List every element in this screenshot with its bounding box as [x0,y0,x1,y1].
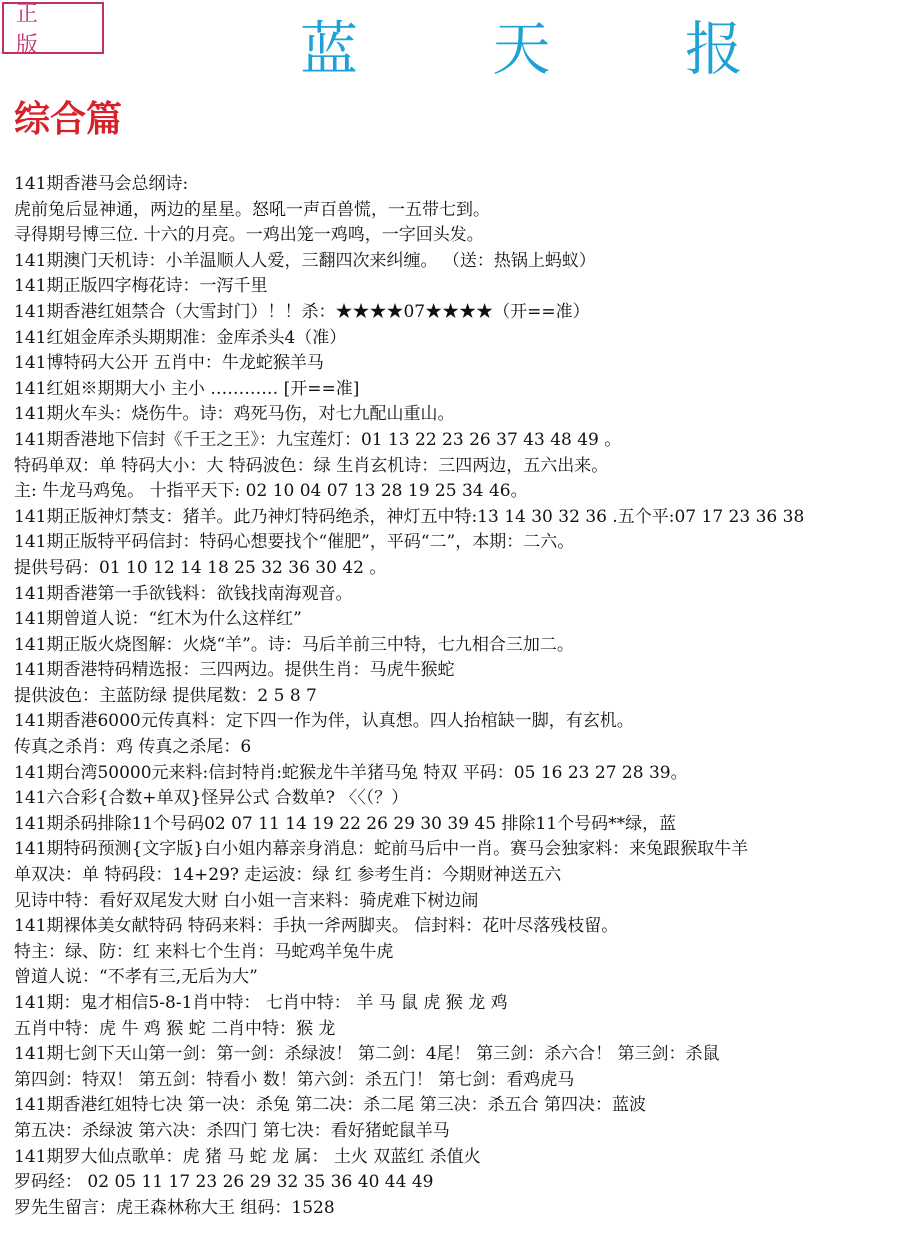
edition-badge: 正 版 [2,2,104,54]
text-line: 第五决：杀绿波 第六决：杀四门 第七决：看好猪蛇鼠羊马 [14,1120,450,1141]
text-line: 特主：绿、防：红 来料七个生肖：马蛇鸡羊兔牛虎 [14,941,394,962]
text-line: 141期香港第一手欲钱料：欲钱找南海观音。 [14,583,353,604]
text-line: 141期曾道人说：“红木为什么这样红” [14,609,302,630]
content-body [14,172,898,1221]
text-line: 提供波色：主蓝防绿 提供尾数：2 5 8 7 [14,685,317,706]
text-line: 单双决：单 特码段：14+29? 走运波：绿 红 参考生肖：今期财神送五六 [14,865,562,886]
text-line: 141期香港地下信封《千王之王》：九宝莲灯：01 13 22 23 26 37 43 48 49 。 [14,429,622,450]
text-line: 141期香港马会总纲诗: [14,174,189,194]
text-line: 罗码经： 02 05 11 17 23 26 29 32 35 36 40 44 49 [14,1172,434,1193]
text-line: 141期正版神灯禁支：猪羊。此乃神灯特码绝杀，神灯五中特:13 14 30 32 36 .五个平:07 17 23 36 38 [14,506,805,527]
text-line: 141期香港6000元传真料：定下四一作为伴，认真想。四人抬棺缺一脚，有玄机。 [14,711,634,732]
text-line: 141期澳门天机诗：小羊温顺人人爱，三翻四次来纠缠。 （送：热锅上蚂蚁） [14,250,596,271]
text-line: 141期杀码排除11个号码02 07 11 14 19 22 26 29 30 39 45 排除11个号码**绿，蓝 [14,813,677,834]
text-line: 141期台湾50000元来料:信封特肖:蛇猴龙牛羊猪马兔 特双 平码：05 16 23 27 28 39。 [14,762,688,783]
text-line: 五肖中特：虎 牛 鸡 猴 蛇 二肖中特：猴 龙 [14,1018,336,1039]
text-line: 特码单双：单 特码大小：大 特码波色：绿 生肖玄机诗：三四两边，五六出来。 [14,455,609,476]
text-line: 141期正版火烧图解：火烧“羊”。诗：马后羊前三中特，七九相合三加二。 [14,634,574,655]
text-line: 141红姐金库杀头期期准：金库杀头4（准） [14,327,347,348]
text-line: 141期罗大仙点歌单：虎 猪 马 蛇 龙 属： 土火 双蓝红 杀值火 [14,1146,481,1167]
text-line: 曾道人说：“不孝有三,无后为大” [14,967,258,988]
text-line: 141期火车头：烧伤牛。诗：鸡死马伤，对七九配山重山。 [14,404,455,425]
newspaper-title: 蓝 天 报 [300,15,801,83]
text-line: 141期香港红姐特七决 第一决：杀兔 第二决：杀二尾 第三决：杀五合 第四决：蓝波 [14,1095,647,1116]
text-line: 传真之杀肖：鸡 传真之杀尾：6 [14,737,252,758]
section-heading: 综合篇 [14,98,123,140]
text-line: 141博特码大公开 五肖中：牛龙蛇猴羊马 [14,353,324,374]
text-line: 寻得期号博三位. 十六的月亮。一鸡出笼一鸡鸣，一字回头发。 [14,225,484,246]
text-line: 141期香港红姐禁合（大雪封门）！！杀：★★★★07★★★★（开==准） [14,301,590,322]
text-line: 141红姐※期期大小 主小 ………… [开==准] [14,378,360,399]
text-line: 141期特码预测{文字版}白小姐内幕亲身消息：蛇前马后中一肖。赛马会独家料：来兔跟猴取牛羊 [14,839,749,860]
text-line: 141期七剑下天山第一剑：第一剑：杀绿波！ 第二剑：4尾！ 第三剑：杀六合！ 第三剑：杀鼠 [14,1044,720,1065]
text-line: 虎前兔后显神通，两边的星星。怒吼一声百兽慌，一五带七到。 [14,199,490,220]
text-line: 141期香港特码精选报：三四两边。提供生肖：马虎牛猴蛇 [14,660,455,681]
text-line: 141期正版特平码信封：特码心想要找个“催肥”，平码“二”，本期：二六。 [14,532,575,553]
text-line: 141期：鬼才相信5-8-1肖中特： 七肖中特： 羊 马 鼠 虎 猴 龙 鸡 [14,993,508,1013]
text-line: 罗先生留言：虎王森林称大王 组码：1528 [14,1197,335,1218]
text-line: 见诗中特：看好双尾发大财 白小姐一言来料：骑虎难下树边闹 [14,890,479,911]
text-line: 第四剑：特双！ 第五剑：特看小 数！第六剑：杀五门！ 第七剑：看鸡虎马 [14,1069,575,1090]
text-line: 141期裸体美女献特码 特码来料：手执一斧两脚夹。 信封料：花叶尽落残枝留。 [14,916,619,937]
text-line: 提供号码：01 10 12 14 18 25 32 36 30 42 。 [14,557,387,578]
text-line: 141六合彩{合数+单双}怪异公式 合数单? 〈〈（？） [14,788,409,809]
text-line: 141期正版四字梅花诗：一泻千里 [14,276,268,297]
text-line: 主: 牛龙马鸡兔。 十指平天下: 02 10 04 07 13 28 19 25 34 46。 [14,481,528,502]
